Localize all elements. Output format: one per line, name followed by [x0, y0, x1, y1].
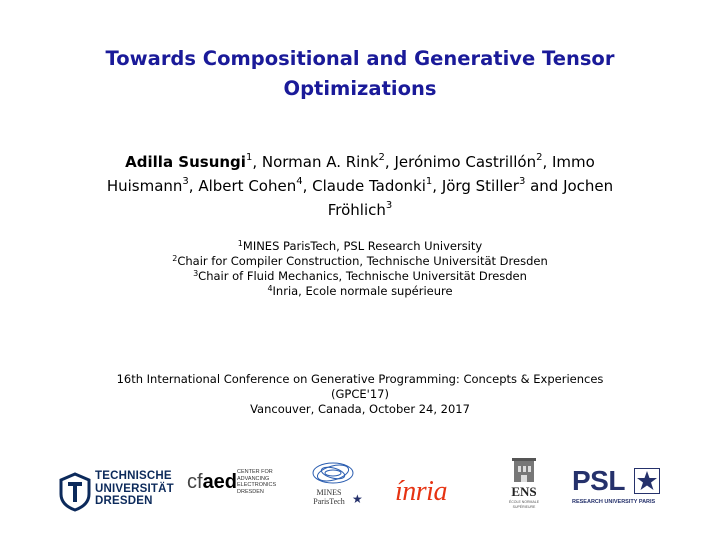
affiliation-1	[0, 239, 720, 254]
inria-wordmark: ínria	[395, 476, 447, 507]
affil-marker: 4	[296, 176, 303, 187]
affiliation-list	[0, 239, 720, 299]
mines-swirl-icon	[308, 458, 358, 488]
author-immo-huismann-first: , Immo	[542, 153, 595, 171]
title-line-2: Optimizations	[283, 77, 437, 100]
cfaed-sub-3: ELECTRONICS	[237, 482, 277, 488]
tu-dresden-emblem-icon	[58, 472, 92, 512]
cfaed-aed: aed	[202, 471, 238, 493]
ens-logo	[503, 456, 545, 514]
psl-logo	[572, 466, 664, 512]
affil-number: 1	[237, 239, 243, 248]
author-norman-rink: , Norman A. Rink	[252, 153, 379, 171]
tud-line-1: TECHNISCHE	[95, 470, 172, 482]
affil-text: Inria, Ecole normale supérieure	[272, 284, 453, 298]
tu-dresden-logo	[58, 468, 174, 516]
author-jeronimo-castrillon: , Jerónimo Castrillón	[384, 153, 537, 171]
cfaed-sub-1: CENTER FOR	[237, 469, 273, 475]
affil-marker: 3	[182, 176, 189, 187]
mines-paristech-logo	[302, 458, 364, 514]
author-list	[60, 150, 660, 222]
author-jochen-first: and Jochen	[525, 177, 614, 195]
author-claude-tadonki: , Claude Tadonki	[302, 177, 426, 195]
affil-text: MINES ParisTech, PSL Research University	[242, 239, 483, 253]
mines-star-icon: ★	[352, 492, 363, 506]
conference-name: 16th International Conference on Generative Programming: Concepts & Experiences	[116, 372, 604, 386]
affil-marker: 2	[536, 152, 543, 163]
cfaed-sub-4: DRESDEN	[237, 488, 264, 495]
affil-number: 4	[267, 284, 273, 293]
cfaed-logo	[187, 469, 282, 509]
title-line-1: Towards Compositional and Generative Tensor	[105, 47, 615, 70]
inria-logo	[395, 477, 485, 511]
mines-line-2: ParisTech	[313, 497, 345, 506]
conference-location-date: Vancouver, Canada, October 24, 2017	[250, 402, 470, 416]
mines-line-1: MINES	[316, 488, 342, 497]
ens-sub-2: SUPÉRIEURE	[512, 504, 536, 509]
author-albert-cohen: , Albert Cohen	[188, 177, 297, 195]
ens-sub-1: ÉCOLE NORMALE	[508, 500, 540, 504]
affil-text: Chair for Compiler Construction, Technische Universität Dresden	[177, 254, 548, 268]
logo-strip	[0, 452, 720, 522]
author-line-1	[60, 150, 660, 174]
conference-info	[0, 372, 720, 417]
affil-marker: 3	[518, 176, 526, 187]
affil-marker: 1	[425, 176, 433, 187]
affil-number: 2	[172, 254, 178, 263]
affiliation-4	[0, 284, 720, 299]
ens-wordmark: ENS	[511, 484, 537, 499]
ens-building-icon	[510, 456, 538, 484]
psl-wordmark: PSL	[572, 465, 625, 496]
psl-tagline: RESEARCH UNIVERSITY PARIS	[572, 499, 656, 505]
affiliation-3	[0, 269, 720, 284]
affiliation-2	[0, 254, 720, 269]
author-adilla-susungi: Adilla Susungi	[125, 153, 246, 171]
slide-title	[0, 44, 720, 104]
affil-text: Chair of Fluid Mechanics, Technische Universität Dresden	[198, 269, 527, 283]
affil-number: 3	[193, 269, 199, 278]
author-frohlich: Fröhlich	[327, 201, 386, 219]
tud-line-3: DRESDEN	[95, 495, 153, 507]
author-jorg-stiller: , Jörg Stiller	[432, 177, 519, 195]
tud-line-2: UNIVERSITÄT	[95, 482, 174, 495]
affil-marker: 3	[385, 200, 393, 211]
cfaed-cf: cf	[187, 471, 203, 493]
affil-marker: 2	[378, 152, 385, 163]
author-line-2	[60, 174, 660, 198]
cfaed-sub-2: ADVANCING	[237, 475, 270, 482]
author-huismann: Huismann	[106, 177, 183, 195]
psl-star-icon	[634, 468, 660, 494]
author-line-3	[60, 198, 660, 222]
affil-marker: 1	[245, 152, 253, 163]
conference-abbrev: (GPCE'17)	[331, 387, 389, 401]
